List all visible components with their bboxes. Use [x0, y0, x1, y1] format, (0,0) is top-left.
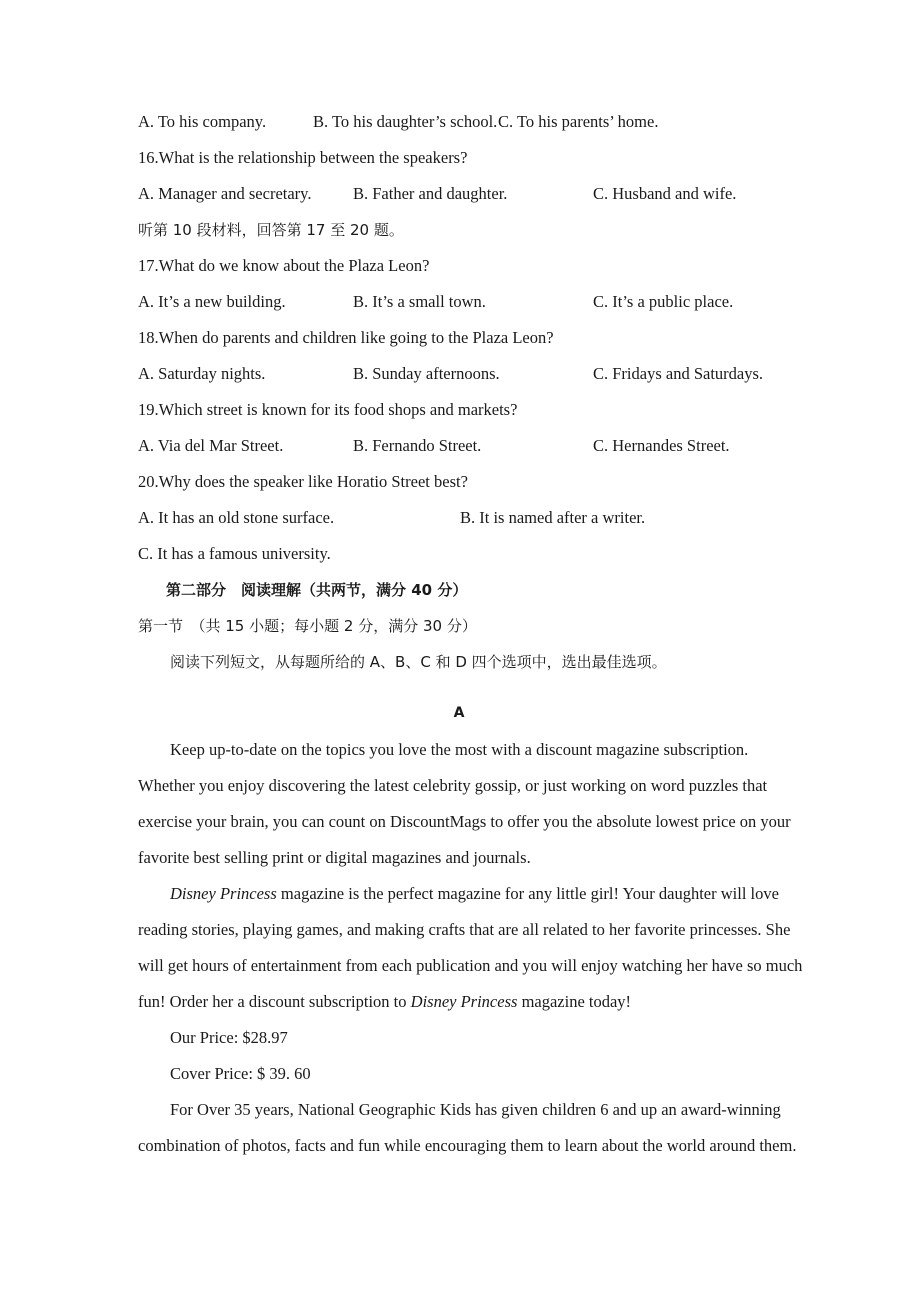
- passage-paragraph-3-line-1: For Over 35 years, National Geographic Kids has given children 6 and up an award-winning: [170, 1100, 781, 1119]
- reading-part-heading: 第二部分 阅读理解（共两节，满分 40 分）: [166, 581, 468, 599]
- passage-paragraph-2-line-3: will get hours of entertainment from each publication and you will enjoy watching her have so much: [138, 956, 803, 975]
- question-15-options-row: [138, 104, 786, 140]
- option-a: A. Manager and secretary.: [138, 184, 312, 203]
- option-b: B. Fernando Street.: [353, 436, 482, 455]
- option-c: C. It’s a public place.: [593, 292, 734, 311]
- option-a: A. Saturday nights.: [138, 364, 266, 383]
- option-c: C. To his parents’ home.: [498, 112, 659, 131]
- option-a: A. It’s a new building.: [138, 292, 286, 311]
- spacer: [138, 680, 786, 694]
- document-content: [138, 104, 803, 1164]
- option-c: C. Fridays and Saturdays.: [593, 364, 764, 383]
- option-b: B. Father and daughter.: [353, 184, 508, 203]
- question-19-stem: 19.Which street is known for its food shops and markets?: [138, 400, 518, 419]
- option-c: C. It has a famous university.: [138, 544, 331, 563]
- passage-paragraph-2-line-4: [138, 984, 786, 1020]
- option-c: C. Husband and wife.: [593, 184, 737, 203]
- paragraph-2-line-4-post: magazine today!: [517, 992, 632, 1011]
- question-20-stem: 20.Why does the speaker like Horatio Street best?: [138, 472, 468, 491]
- reading-subsection-heading: 第一节 （共 15 小题；每小题 2 分，满分 30 分）: [138, 617, 477, 635]
- question-17-options-row: [138, 284, 786, 320]
- passage-paragraph-1-line-1: Keep up-to-date on the topics you love the most with a discount magazine subscription.: [170, 740, 749, 759]
- question-19-options-row: [138, 428, 786, 464]
- option-b: B. It’s a small town.: [353, 292, 486, 311]
- listening-material-notice: 听第 10 段材料，回答第 17 至 20 题。: [138, 221, 404, 239]
- question-16-options-row: [138, 176, 786, 212]
- passage-paragraph-2-line-1: [138, 876, 786, 912]
- option-a: A. Via del Mar Street.: [138, 436, 284, 455]
- option-b: B. It is named after a writer.: [460, 508, 646, 527]
- question-18-options-row: [138, 356, 786, 392]
- paragraph-2-line-4-pre: fun! Order her a discount subscription to: [138, 992, 411, 1011]
- option-c: C. Hernandes Street.: [593, 436, 730, 455]
- question-18-stem: 18.When do parents and children like going to the Plaza Leon?: [138, 328, 554, 347]
- reading-instruction: 阅读下列短文，从每题所给的 A、B、C 和 D 四个选项中，选出最佳选项。: [170, 653, 667, 671]
- passage-paragraph-1-line-4: favorite best selling print or digital magazines and journals.: [138, 848, 531, 867]
- passage-paragraph-1-line-3: exercise your brain, you can count on DiscountMags to offer you the absolute lowest price on your: [138, 812, 791, 831]
- question-20-options-row-1: [138, 500, 786, 536]
- option-b: B. To his daughter’s school.: [313, 112, 498, 131]
- our-price-line: Our Price: $28.97: [170, 1028, 288, 1047]
- question-17-stem: 17.What do we know about the Plaza Leon?: [138, 256, 430, 275]
- option-a: A. It has an old stone surface.: [138, 508, 335, 527]
- question-20-options-row-2: [138, 536, 786, 572]
- magazine-title-italic: Disney Princess: [170, 884, 277, 903]
- passage-letter-heading: A: [453, 705, 465, 721]
- passage-paragraph-1-line-2: Whether you enjoy discovering the latest celebrity gossip, or just working on word puzzles that: [138, 776, 768, 795]
- option-a: A. To his company.: [138, 112, 267, 131]
- cover-price-line: Cover Price: $ 39. 60: [170, 1064, 311, 1083]
- magazine-title-italic: Disney Princess: [410, 992, 518, 1011]
- option-b: B. Sunday afternoons.: [353, 364, 500, 383]
- passage-paragraph-2-line-2: reading stories, playing games, and making crafts that are all related to her favorite princesses. She: [138, 920, 791, 939]
- paragraph-2-line-1-rest: magazine is the perfect magazine for any little girl! Your daughter will love: [276, 884, 779, 903]
- question-16-stem: 16.What is the relationship between the speakers?: [138, 148, 468, 167]
- passage-paragraph-3-line-2: combination of photos, facts and fun while encouraging them to learn about the world around them.: [138, 1136, 797, 1155]
